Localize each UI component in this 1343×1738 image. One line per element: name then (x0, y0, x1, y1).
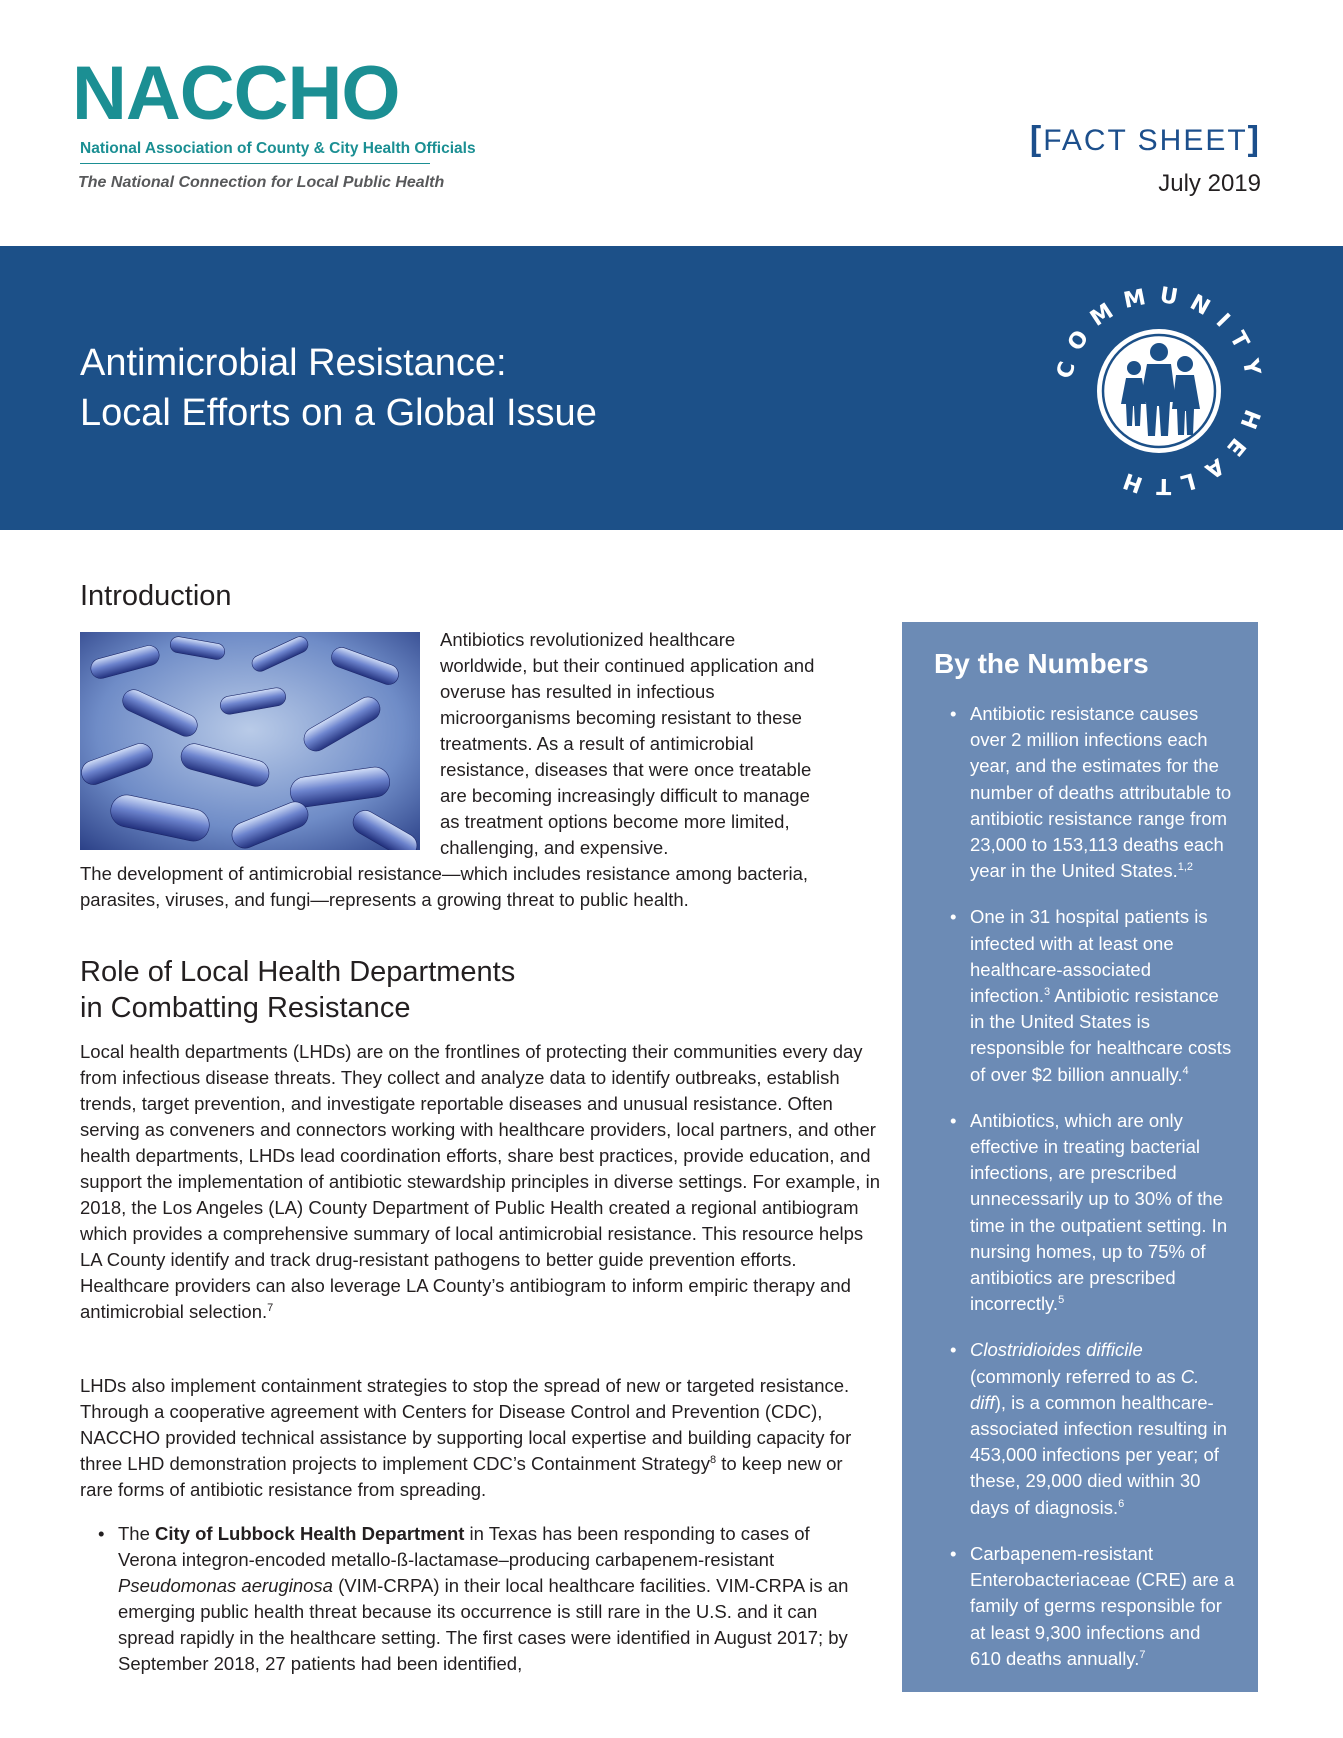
role-heading (80, 954, 515, 1026)
bracket-open: [ (1029, 120, 1044, 158)
role-paragraph-1 (80, 1039, 880, 1325)
statistics-list (946, 701, 1236, 1692)
document-type-label: FACT SHEET (1043, 124, 1248, 157)
role-heading-line-1: Role of Local Health Departments (80, 956, 516, 988)
bullet-organization: City of Lubbock Health Department (155, 1523, 465, 1544)
intro-paragraph-full: The development of antimicrobial resistance—which includes resistance among bacteria, parasites, viruses, and fungi—represents a growing threat to public health. (80, 863, 809, 910)
emblem-text: COMMUNITY HEALTH (1052, 282, 1267, 499)
list-item (946, 1337, 1236, 1520)
title-line-1: Antimicrobial Resistance: (80, 342, 507, 384)
stat-text: One in 31 hospital patients is infected with at least one healthcare-associated infection. (970, 906, 1208, 1007)
logo-full-name: National Association of County & City Health Officials (80, 140, 476, 157)
reference-marker: 6 (1118, 1497, 1125, 1510)
role-paragraph-1-text: Local health departments (LHDs) are on the frontlines of protecting their communities every day from infectious disease threats. They collect and analyze data to identify outbreaks, establish trends, target prevention, and investigate reportable diseases and unusual resistance. Often serving as conveners and connectors working with healthcare providers, local partners, and other health departments, LHDs lead coordination efforts, share best practices, provide education, and support the implementation of antibiotic stewardship principles in diverse settings. For example, in 2018, the Los Angeles (LA) County Department of Public Health created a regional antibiogram which provides a comprehensive summary of local antimicrobial resistance. This resource helps LA County identify and track drug-resistant pathogens to better guide prevention efforts. Healthcare providers can also leverage LA County’s antibiogram to inform empiric therapy and antimicrobial selection. (80, 1041, 881, 1322)
document-type (1030, 120, 1261, 159)
stat-species-abbrev: C. diff (970, 1365, 1200, 1413)
bullet-species: Pseudomonas aeruginosa (118, 1575, 333, 1596)
stat-text: ), is a common healthcare-associated infection resulting in 453,000 infections per year; of these, 29,000 died within 30 days of diagnosis. (970, 1391, 1228, 1518)
introduction-heading: Introduction (80, 580, 232, 612)
bacteria-image (80, 632, 420, 850)
lhd-project-list (98, 1521, 868, 1677)
role-heading-line-2: in Combatting Resistance (80, 992, 411, 1024)
title-line-2: Local Efforts on a Global Issue (80, 392, 597, 434)
logo-divider (80, 163, 430, 164)
stat-text: Antibiotic resistance in the United States is responsible for healthcare costs of over $2 billion annually. (970, 985, 1232, 1085)
list-item (98, 1521, 868, 1677)
reference-marker: 8 (709, 1453, 717, 1466)
role-paragraph-2-text-end: to keep new or rare forms of antibiotic resistance from spreading. (80, 1453, 843, 1500)
stat-text: Carbapenem-resistant Enterobacteriaceae (CRE) are a family of germs responsible for at least 9,300 infections and 610 deaths annually. (970, 1542, 1235, 1669)
reference-marker: 3 (1044, 985, 1051, 998)
bullet-text: (VIM-CRPA) in their local healthcare facilities. VIM-CRPA is an emerging public health threat because its occurrence is still rare in the U.S. and it can spread rapidly in the healthcare setting. The first cases were identified in August 2017; by September 2018, 27 patients had been identified, (118, 1575, 849, 1674)
reference-marker: 1,2 (1177, 861, 1194, 874)
intro-text-full (80, 861, 870, 913)
bullet-text: The (118, 1523, 156, 1544)
page-title (80, 338, 597, 438)
naccho-logo: NACCHO (72, 51, 400, 136)
reference-marker: 7 (1139, 1648, 1146, 1661)
stat-text: (commonly referred to as (970, 1365, 1181, 1387)
stat-text: Antibiotics, which are only effective in treating bacterial infections, are prescribed unnecessarily up to 30% of the time in the outpatient setting. In nursing homes, up to 75% of antibiotics are prescribed incorrectly. (970, 1109, 1228, 1315)
stat-species: Clostridioides difficile (970, 1339, 1143, 1361)
publication-date: July 2019 (1158, 170, 1261, 197)
intro-paragraph-wrapped: Antibiotics revolutionized healthcare worldwide, but their continued application and overuse has resulted in infectious microorganisms becoming resistant to these treatments. As a result of antimicrobial resistance, diseases that were once treatable are becoming increasingly difficult to manage as treatment options become more limited, challenging, and expensive. (440, 629, 815, 858)
list-item (946, 904, 1236, 1087)
role-paragraph-2 (80, 1373, 880, 1503)
role-paragraph-2-text: LHDs also implement containment strategies to stop the spread of new or targeted resistance. Through a cooperative agreement with Centers for Disease Control and Prevention (CDC), NACCHO provided technical assistance by supporting local expertise and building capacity for three LHD demonstration projects to implement CDC’s Containment Strategy (80, 1375, 852, 1474)
reference-marker: 4 (1182, 1064, 1189, 1077)
list-item (946, 1108, 1236, 1318)
bracket-close: ] (1247, 120, 1261, 158)
bullet-text: in Texas has been responding to cases of Verona integron-encoded metallo-ß-lactamase–producing carbapenem-resistant (118, 1523, 810, 1570)
list-item (946, 701, 1236, 884)
stat-text: Antibiotic resistance causes over 2 million infections each year, and the estimates for the number of deaths attributable to antibiotic resistance range from 23,000 to 153,113 deaths each year in the United States. (970, 703, 1232, 882)
list-item (946, 1541, 1236, 1672)
sidebar-title: By the Numbers (934, 648, 1149, 679)
community-health-emblem-icon (1046, 278, 1272, 504)
intro-text-wrapped (440, 627, 820, 861)
reference-marker: 7 (267, 1301, 274, 1314)
logo-tagline: The National Connection for Local Public Health (78, 174, 445, 191)
reference-marker: 5 (1058, 1294, 1065, 1307)
